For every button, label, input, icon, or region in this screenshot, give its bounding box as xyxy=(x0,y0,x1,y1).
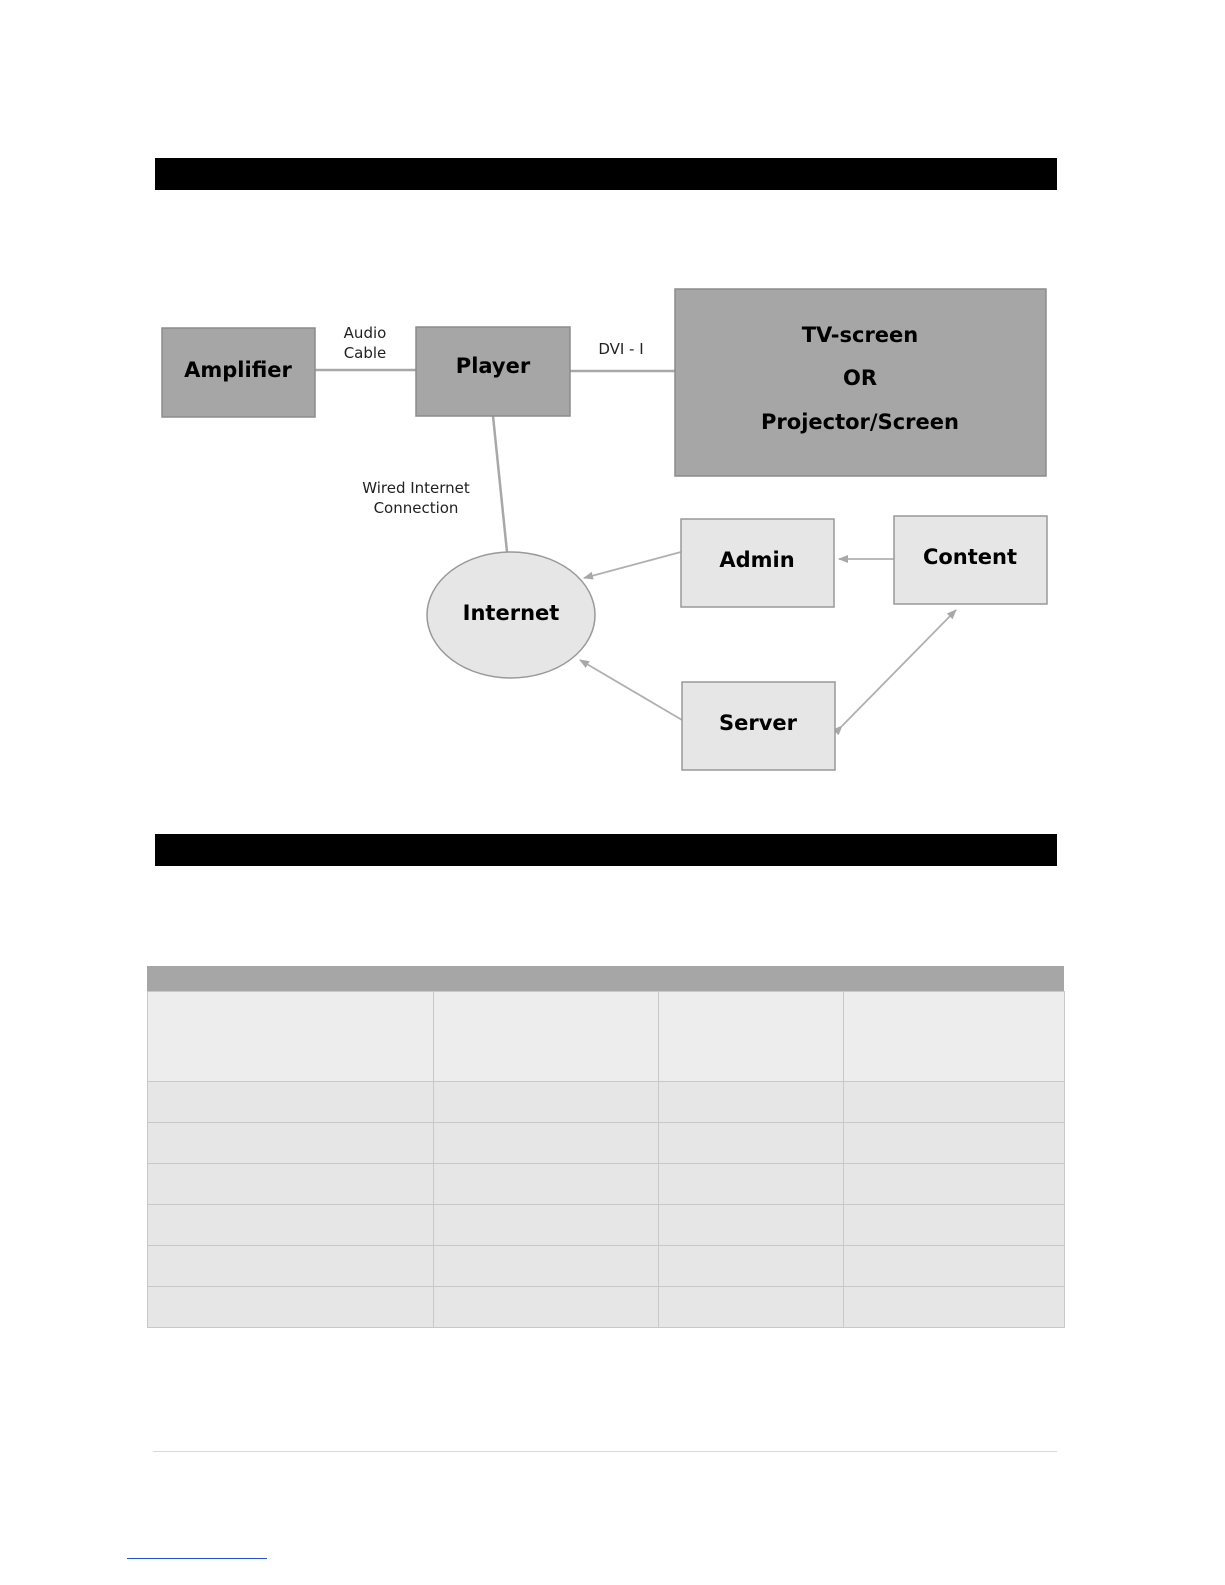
table-cell xyxy=(659,992,844,1082)
table-cell xyxy=(148,1246,434,1287)
display-label-line2: OR xyxy=(842,366,878,390)
table-cell xyxy=(844,1205,1065,1246)
table-cell xyxy=(844,1164,1065,1205)
table-row xyxy=(148,1123,1065,1164)
display-label-line3: Projector/Screen xyxy=(761,410,959,434)
admin-label: Admin xyxy=(719,548,795,572)
wired-connection-line xyxy=(493,416,507,552)
table-cell xyxy=(659,1246,844,1287)
audio-cable-label-line1: Audio xyxy=(343,324,387,342)
table-cell xyxy=(844,992,1065,1082)
table-header-bar xyxy=(147,966,1064,991)
content-label: Content xyxy=(922,545,1018,569)
display-label-line1: TV-screen xyxy=(801,323,919,347)
table-row xyxy=(148,1164,1065,1205)
table-cell xyxy=(659,1123,844,1164)
internet-label: Internet xyxy=(462,601,560,625)
table-cell xyxy=(659,1082,844,1123)
table-cell xyxy=(434,1205,659,1246)
table-cell xyxy=(844,1082,1065,1123)
player-label: Player xyxy=(455,354,531,378)
arrow-server-content xyxy=(842,610,956,726)
footer-divider xyxy=(153,1451,1057,1452)
table-cell xyxy=(434,1123,659,1164)
table-cell xyxy=(148,992,434,1082)
table-cell xyxy=(434,992,659,1082)
table-cell xyxy=(659,1287,844,1328)
table-cell xyxy=(148,1082,434,1123)
wired-label-line1: Wired Internet xyxy=(362,479,470,497)
section-bar-bottom xyxy=(155,834,1057,866)
table-row xyxy=(148,992,1065,1082)
table-cell xyxy=(434,1082,659,1123)
table-cell xyxy=(148,1205,434,1246)
table-cell xyxy=(659,1164,844,1205)
table-row xyxy=(148,1246,1065,1287)
table-row xyxy=(148,1287,1065,1328)
table-row xyxy=(148,1205,1065,1246)
arrow-admin-to-internet xyxy=(584,552,681,578)
table-cell xyxy=(844,1246,1065,1287)
amplifier-label: Amplifier xyxy=(184,358,292,382)
footnote-divider xyxy=(127,1558,267,1559)
table-cell xyxy=(659,1205,844,1246)
table-row xyxy=(148,1082,1065,1123)
table-cell xyxy=(844,1123,1065,1164)
spec-table xyxy=(147,991,1065,1328)
table-cell xyxy=(148,1287,434,1328)
server-label: Server xyxy=(718,711,798,735)
table-cell xyxy=(844,1287,1065,1328)
table-cell xyxy=(148,1123,434,1164)
table-cell xyxy=(434,1164,659,1205)
table-cell xyxy=(434,1287,659,1328)
dvi-label: DVI - I xyxy=(598,340,644,358)
audio-cable-label-line2: Cable xyxy=(343,344,387,362)
table-cell xyxy=(148,1164,434,1205)
table-cell xyxy=(434,1246,659,1287)
wired-label-line2: Connection xyxy=(373,499,459,517)
arrow-server-to-internet xyxy=(580,660,682,720)
